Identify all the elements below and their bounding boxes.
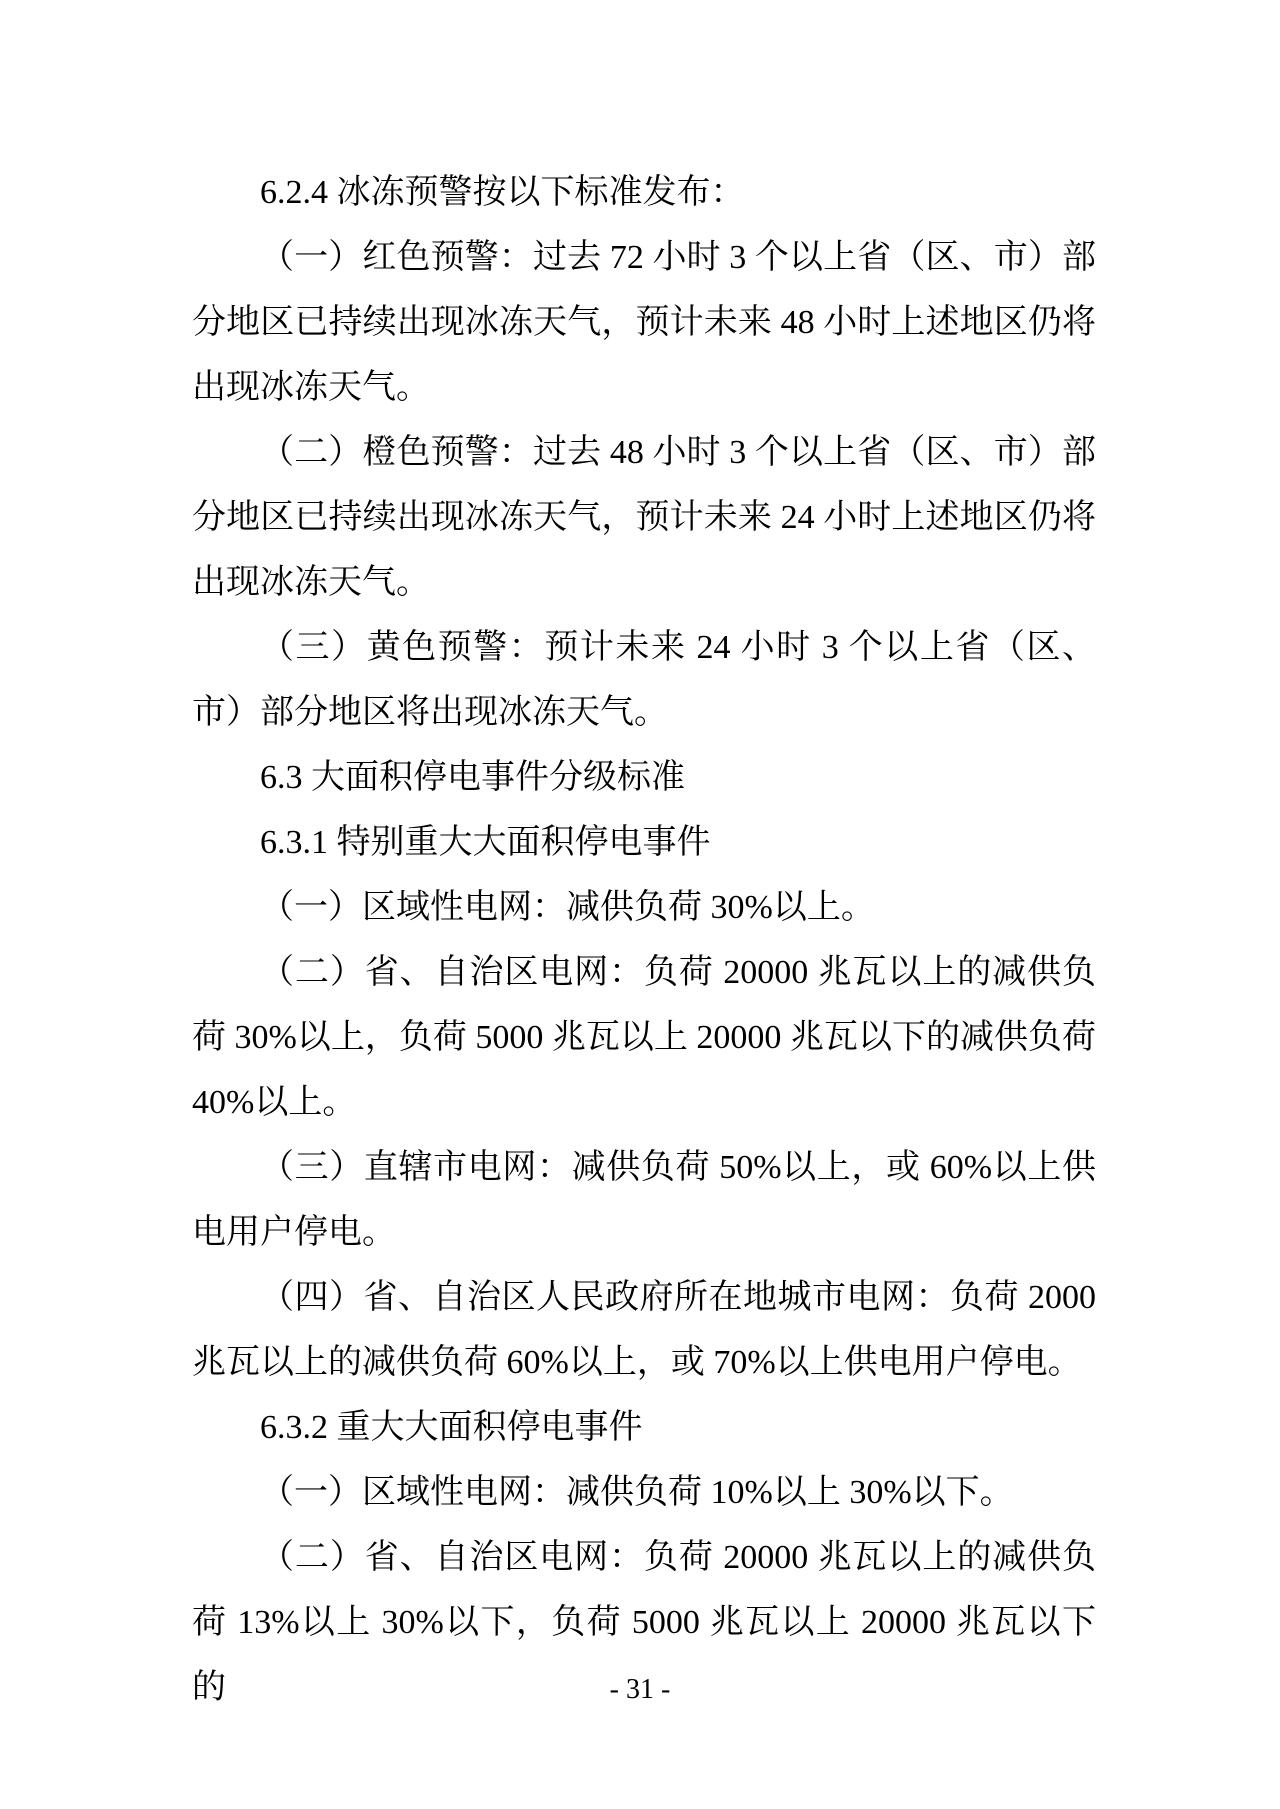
document-body (192, 160, 1096, 1720)
para-municipality-grid-extraordinary: （三）直辖市电网：减供负荷 50%以上，或 60%以上供电用户停电。 (192, 1149, 1096, 1251)
heading-6-2-4-freezing-warning-standards: 6.2.4 冰冻预警按以下标准发布： (260, 174, 745, 211)
para-orange-warning: （二）橙色预警：过去 48 小时 3 个以上省（区、市）部分地区已持续出现冰冻天气，预计未来 24 小时上述地区仍将出现冰冻天气。 (192, 434, 1096, 601)
heading-6-3-blackout-event-grading: 6.3 大面积停电事件分级标准 (260, 759, 685, 796)
page-number: - 31 - (609, 1674, 671, 1705)
heading-6-3-2-major-blackout-event: 6.3.2 重大大面积停电事件 (260, 1409, 643, 1446)
para-regional-grid-major: （一）区域性电网：减供负荷 10%以上 30%以下。 (260, 1474, 1014, 1511)
heading-6-3-1-extraordinary-blackout-event: 6.3.1 特别重大大面积停电事件 (260, 824, 711, 861)
para-red-warning: （一）红色预警：过去 72 小时 3 个以上省（区、市）部分地区已持续出现冰冻天气，预计未来 48 小时上述地区仍将出现冰冻天气。 (192, 239, 1096, 406)
para-regional-grid-extraordinary: （一）区域性电网：减供负荷 30%以上。 (260, 889, 875, 926)
para-province-grid-major: （二）省、自治区电网：负荷 20000 兆瓦以上的减供负荷 13%以上 30%以下，负荷 5000 兆瓦以上 20000 兆瓦以下的 (192, 1539, 1096, 1706)
para-capital-city-grid-extraordinary: （四）省、自治区人民政府所在地城市电网：负荷 2000 兆瓦以上的减供负荷 60%以上，或 70%以上供电用户停电。 (192, 1279, 1096, 1381)
para-yellow-warning: （三）黄色预警：预计未来 24 小时 3 个以上省（区、市）部分地区将出现冰冻天气。 (192, 629, 1096, 731)
para-province-grid-extraordinary: （二）省、自治区电网：负荷 20000 兆瓦以上的减供负荷 30%以上，负荷 5000 兆瓦以上 20000 兆瓦以下的减供负荷 40%以上。 (192, 954, 1096, 1121)
